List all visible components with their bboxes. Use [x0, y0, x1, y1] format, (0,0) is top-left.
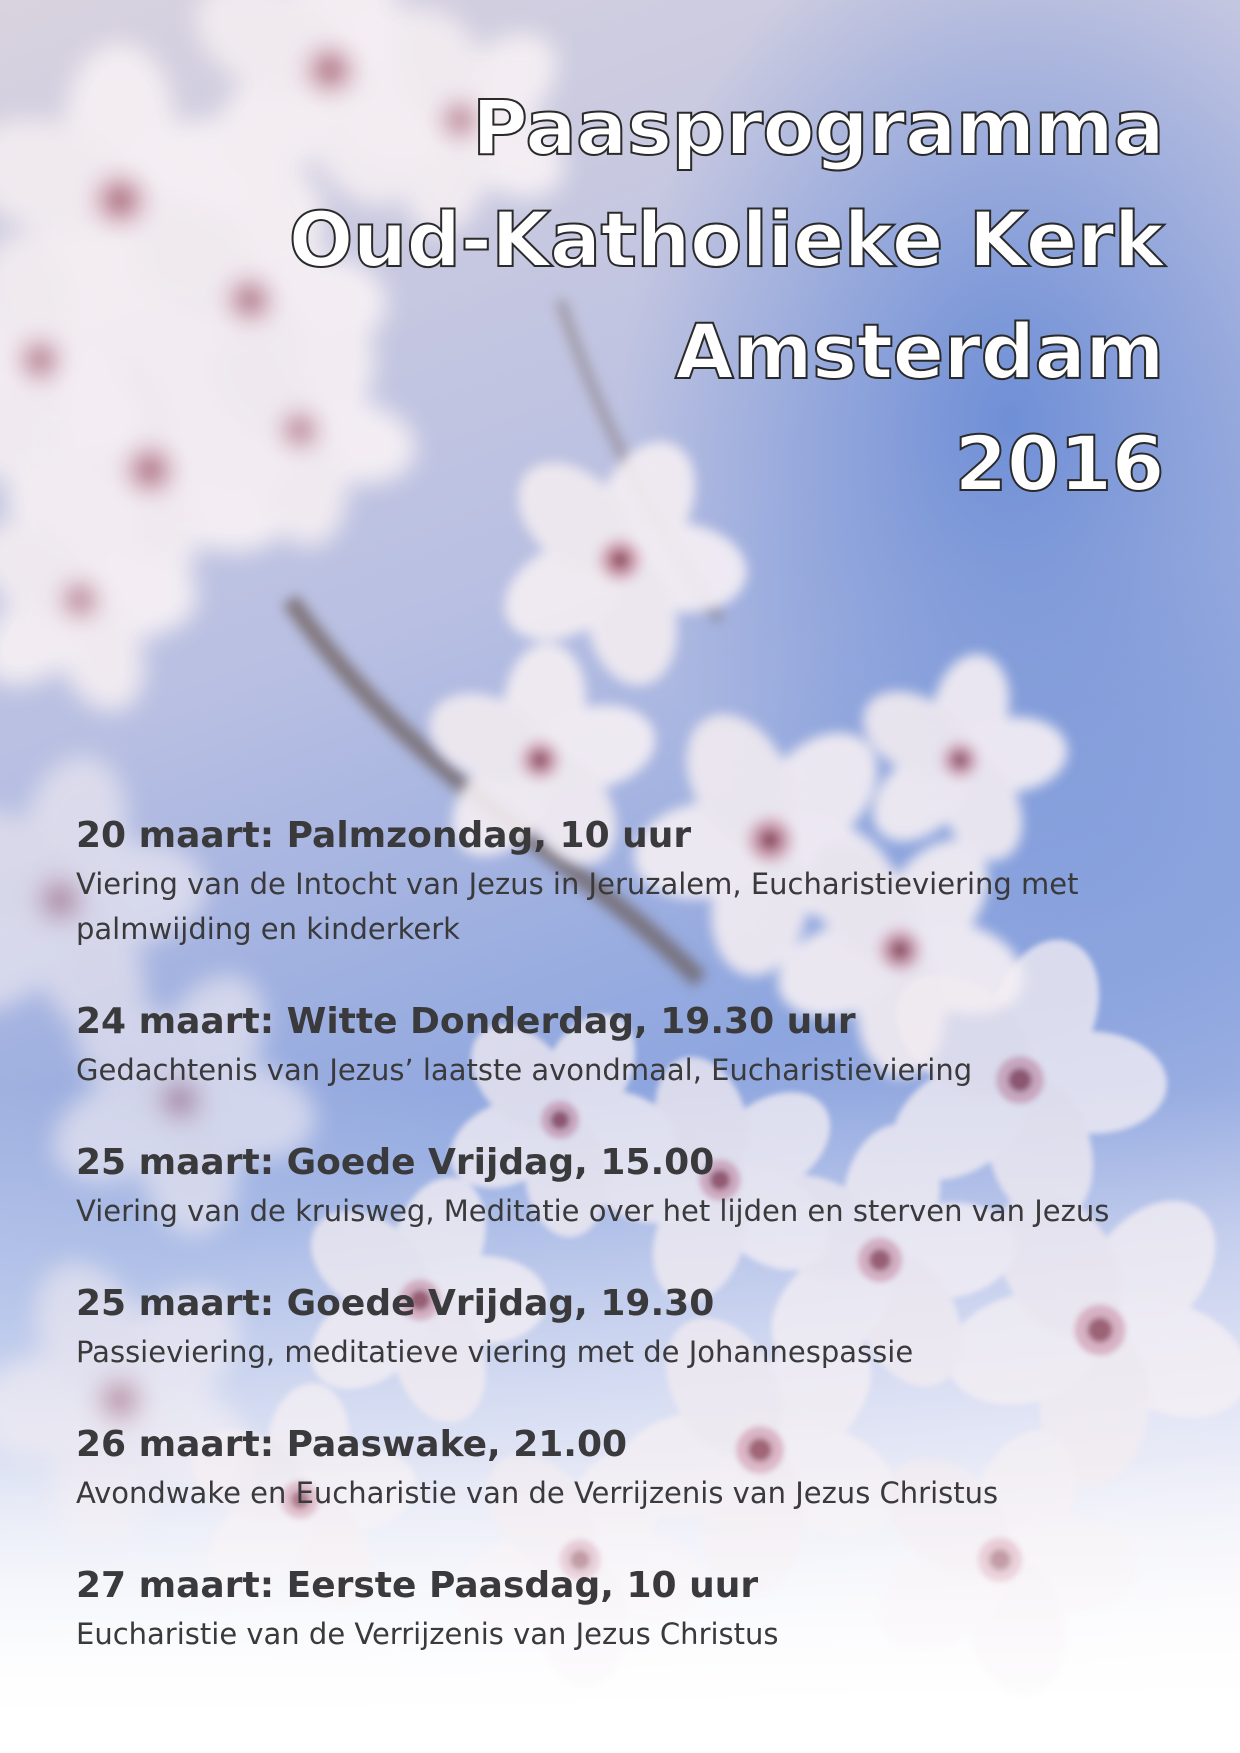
event-heading: 25 maart: Goede Vrijdag, 19.30 [76, 1283, 715, 1324]
event-description: Viering van de Intocht van Jezus in Jeruzalem, Eucharistieviering met palmwijding en kinderkerk [76, 867, 1079, 946]
title-line-year: 2016 [954, 419, 1164, 508]
event-program-list [76, 812, 1186, 1703]
event-heading: 27 maart: Eerste Paasdag, 10 uur [76, 1565, 759, 1606]
event-description: Gedachtenis van Jezus’ laatste avondmaal, Eucharistieviering [76, 1053, 973, 1087]
event-item [76, 812, 1186, 952]
title-line-3: Amsterdam [675, 307, 1164, 396]
event-item [76, 1280, 1186, 1375]
event-heading: 20 maart: Palmzondag, 10 uur [76, 815, 692, 856]
event-description: Viering van de kruisweg, Meditatie over het lijden en sterven van Jezus [76, 1194, 1110, 1228]
event-item [76, 998, 1186, 1093]
event-heading: 24 maart: Witte Donderdag, 19.30 uur [76, 1001, 856, 1042]
event-item [76, 1562, 1186, 1657]
event-item [76, 1139, 1186, 1234]
event-description: Passieviering, meditatieve viering met de Johannespassie [76, 1335, 914, 1369]
event-item [76, 1421, 1186, 1516]
poster-title [289, 72, 1164, 520]
event-description: Eucharistie van de Verrijzenis van Jezus Christus [76, 1617, 779, 1651]
event-heading: 25 maart: Goede Vrijdag, 15.00 [76, 1142, 715, 1183]
title-line-1: Paasprogramma [472, 83, 1164, 172]
event-heading: 26 maart: Paaswake, 21.00 [76, 1424, 628, 1465]
event-description: Avondwake en Eucharistie van de Verrijzenis van Jezus Christus [76, 1476, 999, 1510]
title-line-2: Oud-Katholieke Kerk [288, 195, 1164, 284]
